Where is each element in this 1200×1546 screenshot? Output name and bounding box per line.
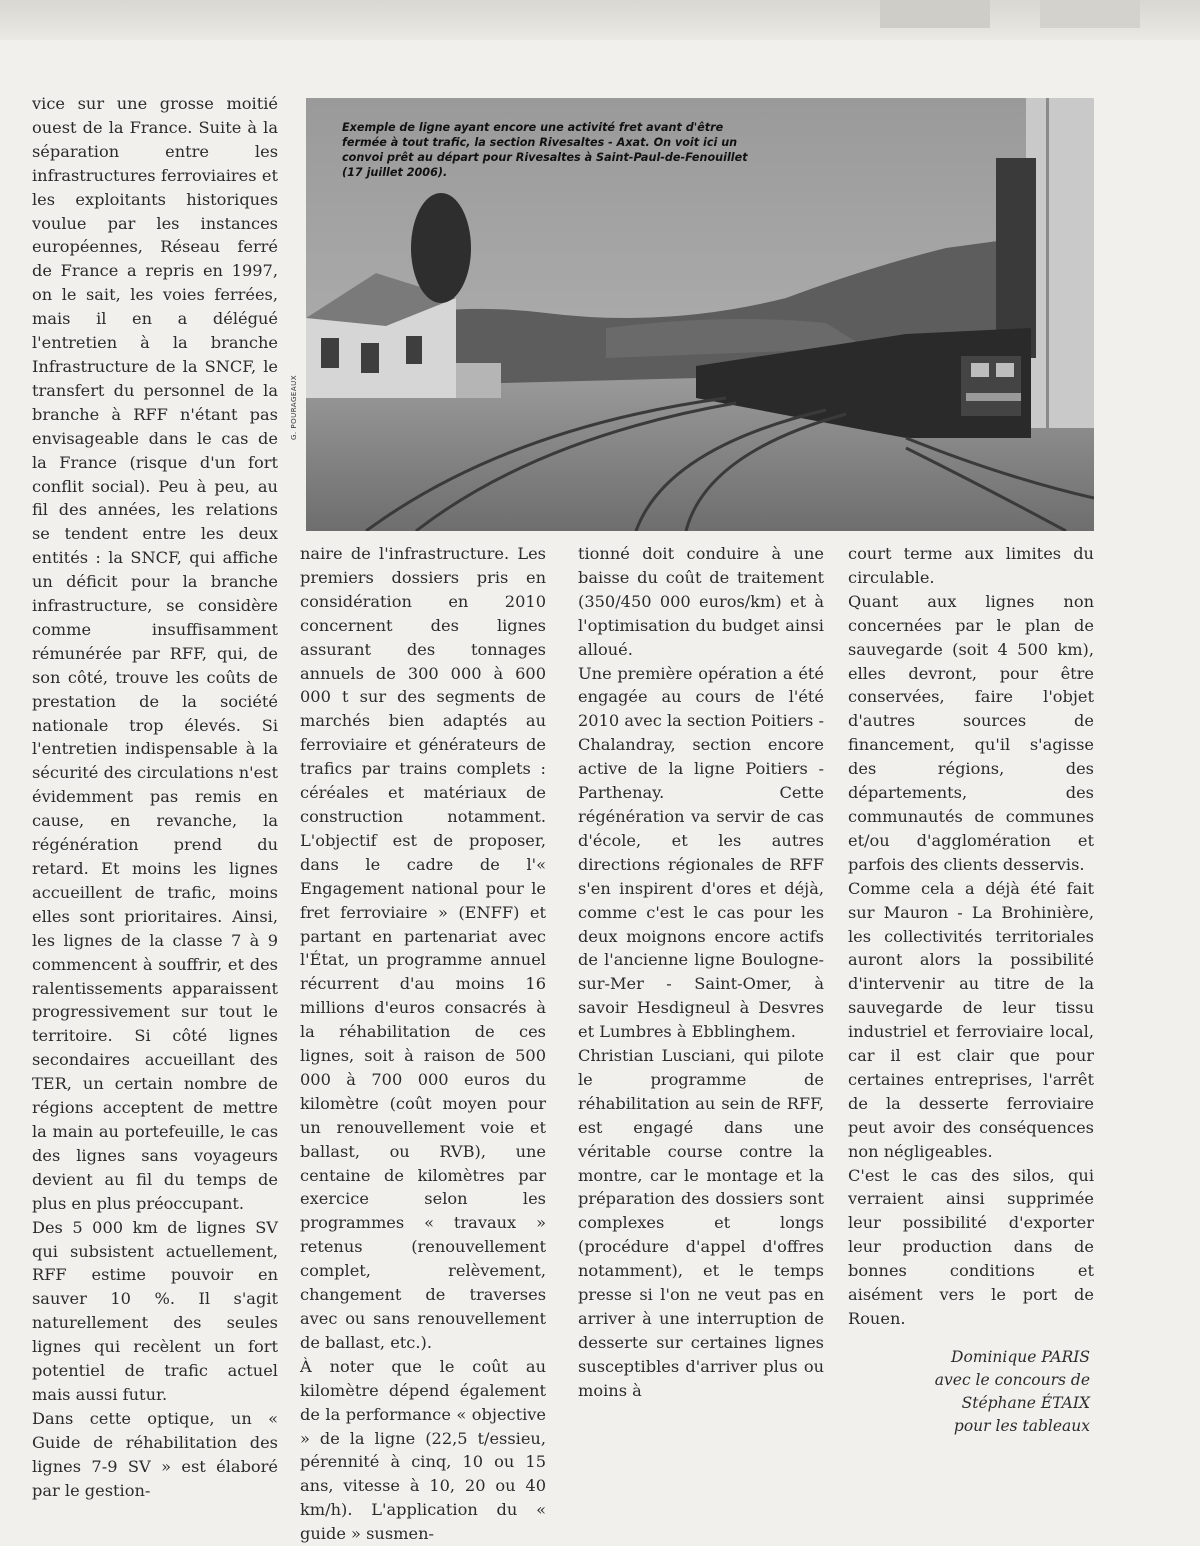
article-column-3 <box>578 542 824 1403</box>
scan-shadow-block <box>880 0 990 28</box>
author-signature <box>860 1346 1090 1438</box>
paragraph: naire de l'infrastructure. Les premiers dossiers pris en considération en 2010 concernent des lignes assurant des tonnages annuels de 300 000 à 600 000 t sur des segments de marchés bien adaptés au ferroviaire et générateurs de trafics par trains complets : céréales et matériaux de construction notamment. L'objectif est de proposer, dans le cadre de l'« Engagement national pour le fret ferroviaire » (ENFF) et partant en partenariat avec l'État, un programme annuel récurrent d'au moins 16 millions d'euros consacrés à la réhabilitation de ces lignes, soit à raison de 500 000 à 700 000 euros du kilomètre (coût moyen pour un renouvellement voie et ballast, ou RVB), une centaine de kilomètres par exercice selon les programmes « travaux » retenus (renouvellement complet, relèvement, changement de traverses avec ou sans renouvellement de ballast, etc.). <box>300 544 546 1352</box>
article-column-4 <box>848 542 1094 1331</box>
contributor-name: Stéphane ÉTAIX <box>961 1394 1090 1412</box>
paragraph: C'est le cas des silos, qui verraient ainsi supprimée leur possibilité d'exporter leur production dans de bonnes conditions et aisément vers le port de Rouen. <box>848 1165 1094 1328</box>
paragraph: Christian Lusciani, qui pilote le programme de réhabilitation au sein de RFF, est engagé dans une véritable course contre la montre, car le montage et la préparation des dossiers sont complexes et longs (procédure d'appel d'offres notamment), et le temps presse si l'on ne veut pas en arriver à une interruption de desserte sur certaines lignes susceptibles d'arriver plus ou moins à <box>578 1046 824 1400</box>
author-name: Dominique PARIS <box>951 1348 1090 1366</box>
signature-line: pour les tableaux <box>953 1417 1090 1435</box>
paragraph: Dans cette optique, un « Guide de réhabilitation des lignes 7-9 SV » est élaboré par le gestion- <box>32 1408 278 1500</box>
paragraph: À noter que le coût au kilomètre dépend également de la performance « objective » de la ligne (22,5 t/essieu, pérennité à cinq, 10 ou 15 ans, vitesse à 10, 20 ou 40 km/h). L'application du « guide » susmen- <box>300 1356 546 1544</box>
signature-line: avec le concours de <box>934 1371 1090 1389</box>
article-column-1 <box>32 92 278 1502</box>
paragraph: tionné doit conduire à une baisse du coût de traitement (350/450 000 euros/km) et à l'optimisation du budget ainsi alloué. <box>578 544 824 659</box>
paragraph: Comme cela a déjà été fait sur Mauron - La Brohinière, les collectivités territoriales auront alors la possibilité d'intervenir au titre de la sauvegarde de leur tissu industriel et ferroviaire local, car il est clair que pour certaines entreprises, l'arrêt de la desserte ferroviaire peut avoir des conséquences non négligeables. <box>848 878 1094 1161</box>
paragraph: Des 5 000 km de lignes SV qui subsistent actuellement, RFF estime pouvoir en sauver 10 %. Il s'agit naturellement des seules lignes qui recèlent un fort potentiel de trafic actuel mais aussi futur. <box>32 1217 278 1404</box>
paragraph: Quant aux lignes non concernées par le plan de sauvegarde (soit 4 500 km), elles devront, pour être conservées, faire l'objet d'autres sources de financement, qu'il s'agisse des régions, des départements, des communautés de communes et/ou d'agglomération et parfois des clients desservis. <box>848 591 1094 874</box>
paragraph: court terme aux limites du circulable. <box>848 544 1094 587</box>
photo-credit: G. POURAGEAUX <box>290 374 298 440</box>
photo-caption: Exemple de ligne ayant encore une activité fret avant d'être fermée à tout trafic, la section Rivesaltes - Axat. On voit ici un convoi prêt au départ pour Rivesaltes à Saint-Paul-de-Fenouillet (17 juillet 2006). <box>342 121 748 179</box>
scan-shadow-block <box>1040 0 1140 28</box>
railway-photo <box>306 98 1094 531</box>
paragraph: Une première opération a été engagée au cours de l'été 2010 avec la section Poitiers - Chalandray, section encore active de la ligne Poitiers - Parthenay. Cette régénération va servir de cas d'école, et les autres directions régionales de RFF s'en inspirent d'ores et déjà, comme c'est le cas pour les deux moignons encore actifs de l'ancienne ligne Boulogne-sur-Mer - Saint-Omer, à savoir Hesdigneul à Desvres et Lumbres à Ebblinghem. <box>578 663 824 1042</box>
scan-top-strip <box>0 0 1200 40</box>
article-column-2 <box>300 542 546 1546</box>
paragraph: vice sur une grosse moitié ouest de la France. Suite à la séparation entre les infrastructures ferroviaires et les exploitants historiques voulue par les instances européennes, Réseau ferré de France a repris en 1997, on le sait, les voies ferrées, mais il en a délégué l'entretien à la branche Infrastructure de la SNCF, le transfert du personnel de la branche à RFF n'étant pas envisageable dans le cas de la France (risque d'un fort conflit social). Peu à peu, au fil des années, les relations se tendent entre les deux entités : la SNCF, qui affiche un déficit pour la branche infrastructure, se considère comme insuffisamment rémunérée par RFF, qui, de son côté, trouve les coûts de prestation de la société nationale trop élevés. Si l'entretien indispensable à la sécurité des circulations n'est évidemment pas remis en cause, en revanche, la régénération prend du retard. Et moins les lignes accueillent de trafic, moins elles sont prioritaires. Ainsi, les lignes de la classe 7 à 9 commencent à souffrir, et des ralentissements apparaissent progressivement sur tout le territoire. Si côté lignes secondaires accueillant des TER, un certain nombre de régions acceptent de mettre la main au portefeuille, le cas des lignes sans voyageurs devient au fil du temps de plus en plus préoccupant. <box>32 94 278 1213</box>
